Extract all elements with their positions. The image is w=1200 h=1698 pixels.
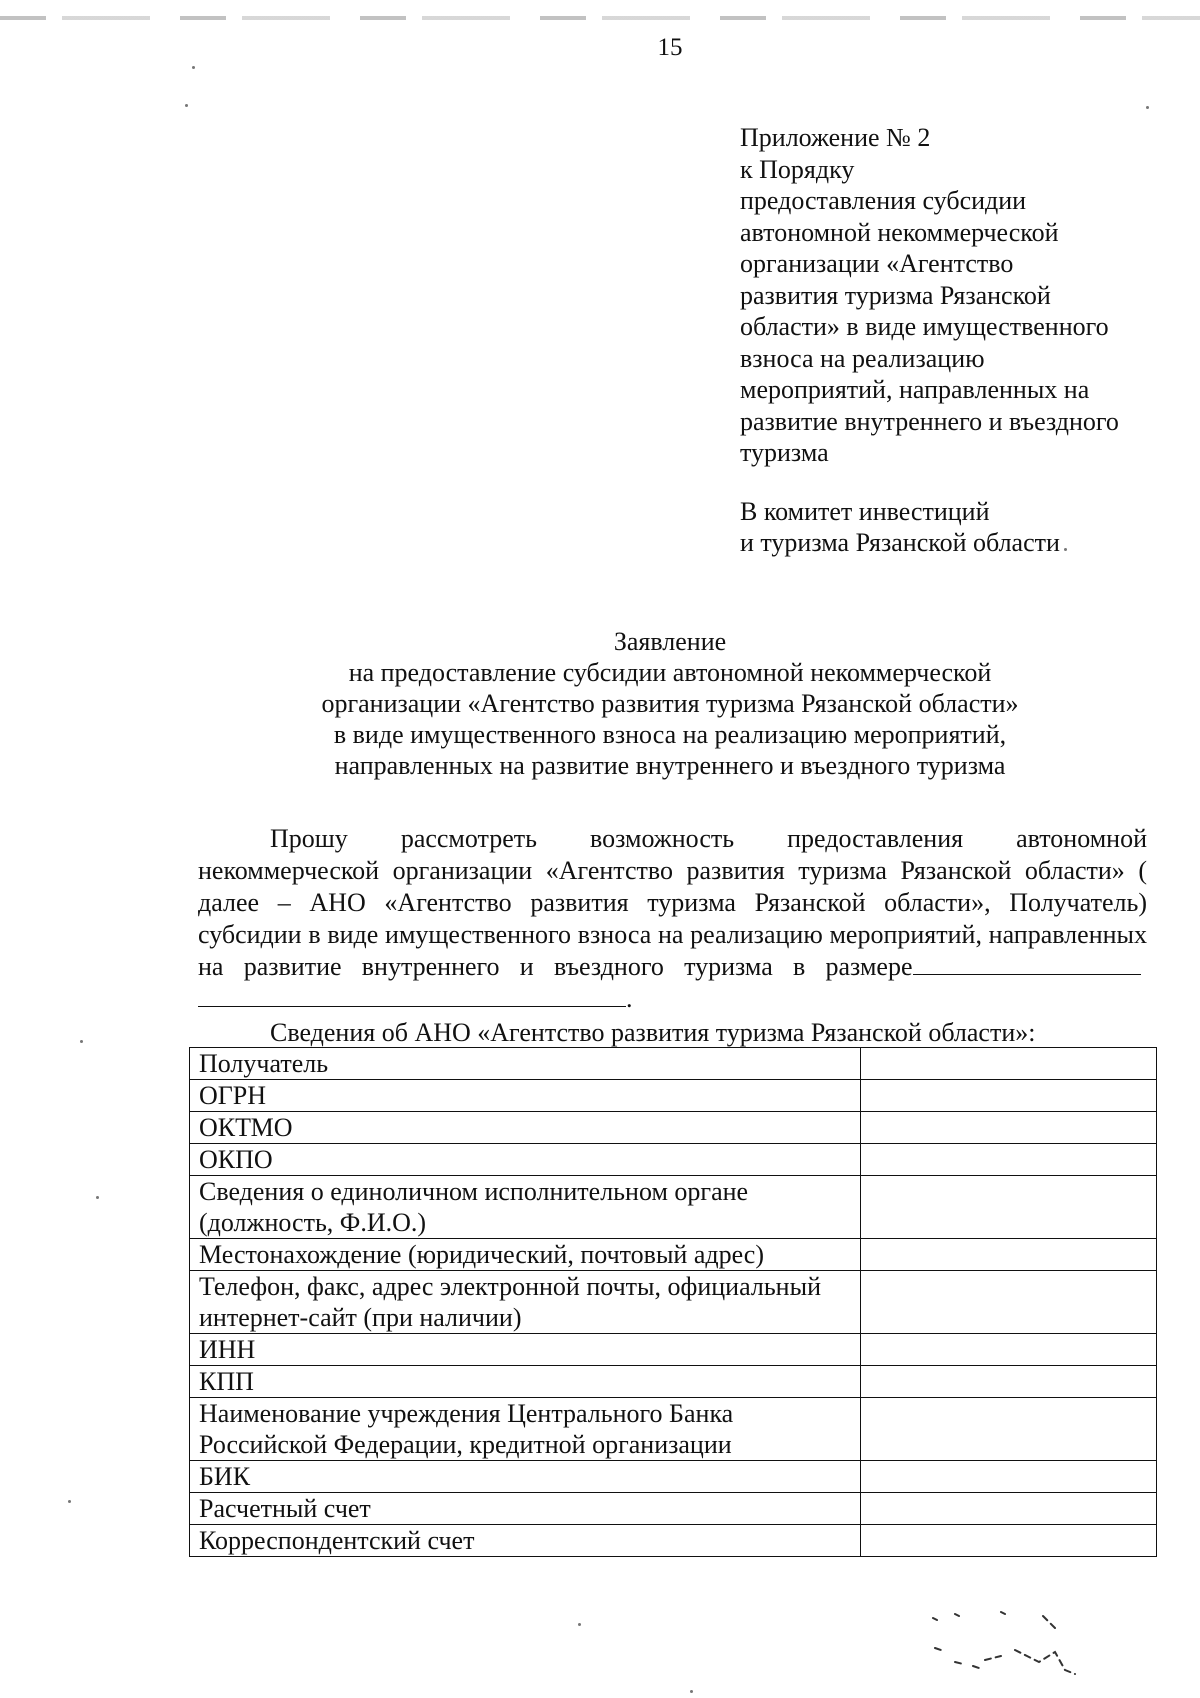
scan-speck <box>185 104 188 107</box>
row-value-field[interactable] <box>860 1398 1156 1461</box>
row-value-field[interactable] <box>860 1080 1156 1112</box>
appendix-line: взноса на реализацию <box>740 343 985 373</box>
table-row <box>190 1366 1157 1398</box>
scan-speck <box>96 1196 99 1199</box>
appendix-line: туризма <box>740 438 829 467</box>
addressee-line: и туризма Рязанской области <box>740 528 1060 557</box>
row-label: КПП <box>190 1366 861 1398</box>
table-row <box>190 1398 1157 1461</box>
scan-speck <box>68 1500 71 1503</box>
document-title <box>190 626 1150 781</box>
table-row <box>190 1176 1157 1239</box>
addressee-line: В комитет инвестиций <box>740 497 990 526</box>
row-value-field[interactable] <box>860 1144 1156 1176</box>
signature-mark <box>915 1610 1085 1680</box>
scan-speck <box>1064 548 1067 551</box>
request-paragraph <box>198 823 1147 1015</box>
title-line: направленных на развитие внутреннего и въездного туризма <box>334 751 1006 780</box>
appendix-line: мероприятий, направленных на <box>740 375 1090 404</box>
row-label: БИК <box>190 1461 861 1493</box>
paragraph-end-mark: . <box>626 984 633 1013</box>
organization-info-table <box>189 1047 1157 1557</box>
row-value-field[interactable] <box>860 1239 1156 1271</box>
row-value-field[interactable] <box>860 1493 1156 1525</box>
row-value-field[interactable] <box>860 1461 1156 1493</box>
row-value-field[interactable] <box>860 1176 1156 1239</box>
appendix-line: развития туризма Рязанской <box>740 280 1051 310</box>
title-line: на предоставление субсидии автономной некоммерческой <box>348 658 992 687</box>
appendix-line: развитие внутреннего и въездного <box>740 406 1119 436</box>
scan-speck <box>690 1690 693 1693</box>
row-label: Сведения о единоличном исполнительном органе (должность, Ф.И.О.) <box>190 1176 861 1239</box>
row-label: Местонахождение (юридический, почтовый адрес) <box>190 1239 861 1271</box>
title-heading: Заявление <box>613 627 727 656</box>
scan-speck <box>192 66 195 69</box>
row-label: ОКПО <box>190 1144 861 1176</box>
table-row <box>190 1271 1157 1334</box>
table-row <box>190 1144 1157 1176</box>
appendix-line: автономной некоммерческой <box>740 217 1059 247</box>
row-value-field[interactable] <box>860 1112 1156 1144</box>
row-label: Расчетный счет <box>190 1493 861 1525</box>
row-label: Получатель <box>190 1048 861 1080</box>
table-row <box>190 1080 1157 1112</box>
row-label: Корреспондентский счет <box>190 1525 861 1557</box>
row-value-field[interactable] <box>860 1334 1156 1366</box>
appendix-line: к Порядку <box>740 154 855 184</box>
scan-speck <box>80 1040 83 1043</box>
table-row <box>190 1048 1157 1080</box>
row-value-field[interactable] <box>860 1048 1156 1080</box>
appendix-line: предоставления субсидии <box>740 186 1027 215</box>
scan-speck <box>1146 106 1149 109</box>
table-row <box>190 1525 1157 1557</box>
table-row <box>190 1334 1157 1366</box>
addressee <box>740 496 1170 558</box>
amount-words-blank-field[interactable] <box>198 1005 626 1007</box>
table-row <box>190 1112 1157 1144</box>
table-row <box>190 1493 1157 1525</box>
paragraph-text: Прошу рассмотреть возможность предоставления автономной некоммерческой организации «Агентство развития туризма Рязанской области» ( далее – АНО «Агентство развития туризма Рязанской области», Получатель) субсидии в виде имущественного взноса на реализацию мероприятий, направленных на развитие внутреннего и въездного туризма в размере <box>198 824 1147 981</box>
table-intro: Сведения об АНО «Агентство развития туризма Рязанской области»: <box>270 1018 1036 1047</box>
title-line: в виде имущественного взноса на реализацию мероприятий, <box>333 720 1007 749</box>
table-row <box>190 1239 1157 1271</box>
row-label: ИНН <box>190 1334 861 1366</box>
row-label: Наименование учреждения Центрального Банка Российской Федерации, кредитной организации <box>190 1398 861 1461</box>
row-value-field[interactable] <box>860 1366 1156 1398</box>
appendix-line: области» в виде имущественного <box>740 312 1109 341</box>
row-label: ОГРН <box>190 1080 861 1112</box>
scan-speck <box>578 1623 581 1626</box>
table-row <box>190 1461 1157 1493</box>
row-value-field[interactable] <box>860 1525 1156 1557</box>
amount-blank-field[interactable] <box>913 973 1141 975</box>
row-value-field[interactable] <box>860 1271 1156 1334</box>
title-line: организации «Агентство развития туризма Рязанской области» <box>321 689 1019 718</box>
scan-edge-artifact <box>0 16 1200 20</box>
page-number: 15 <box>657 34 683 61</box>
appendix-reference <box>740 122 1170 469</box>
appendix-line: организации «Агентство <box>740 249 1014 278</box>
appendix-line: Приложение № 2 <box>740 123 931 152</box>
row-label: Телефон, факс, адрес электронной почты, официальный интернет-сайт (при наличии) <box>190 1271 861 1334</box>
row-label: ОКТМО <box>190 1112 861 1144</box>
